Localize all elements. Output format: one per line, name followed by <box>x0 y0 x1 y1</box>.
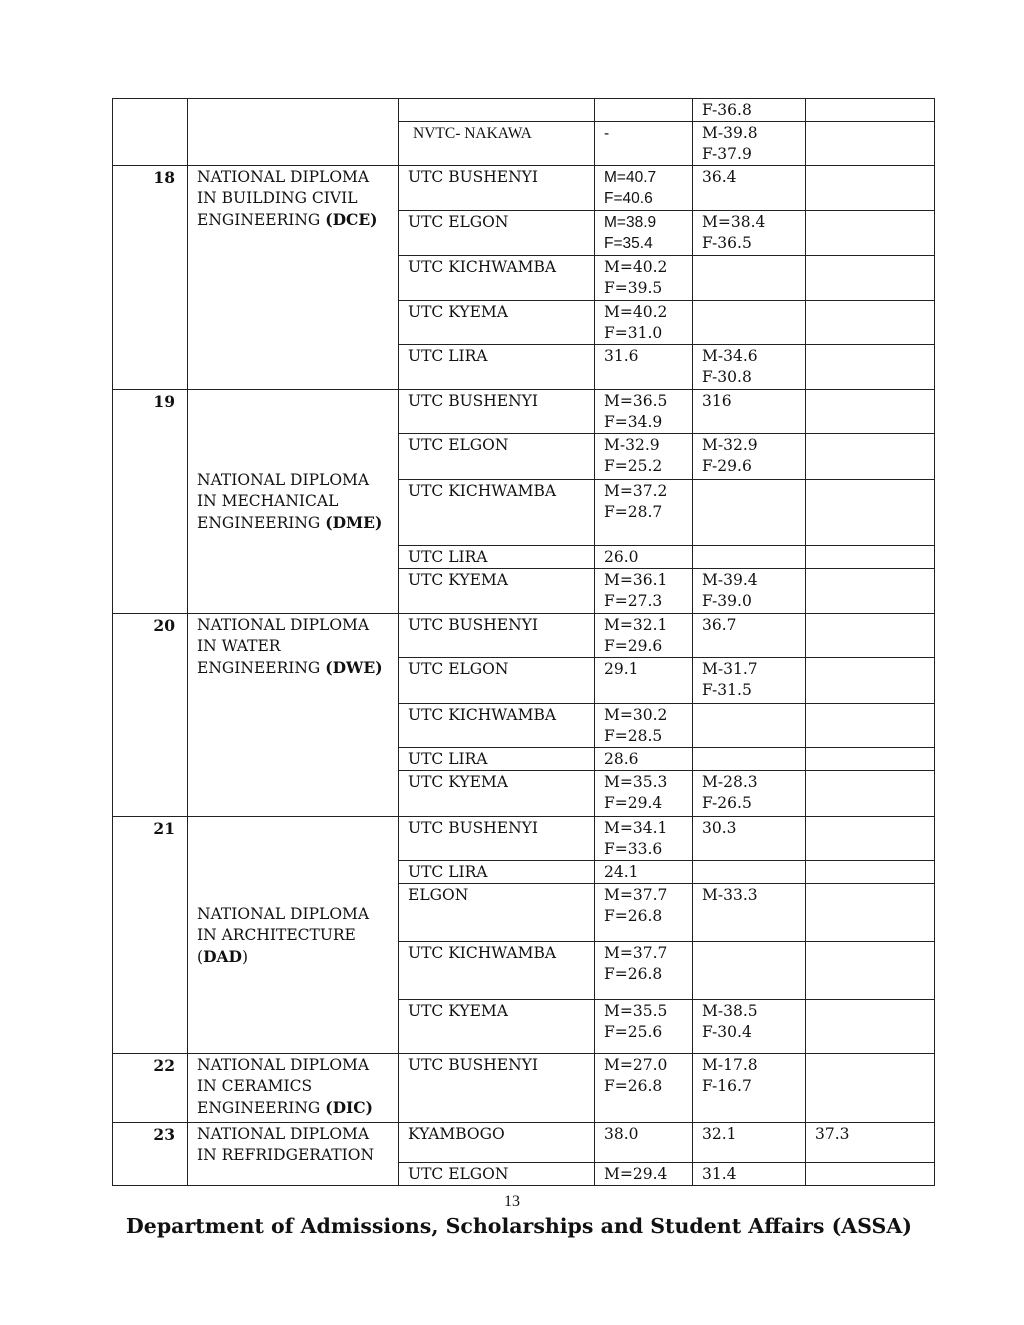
cutoff2-cell: M-28.3 F-26.5 <box>693 771 806 817</box>
cutoff2-cell: M-39.8 F-37.9 <box>693 122 806 166</box>
cutoff-cell: M=35.3 F=29.4 <box>595 771 693 817</box>
program-name: NATIONAL DIPLOMA IN REFRIDGERATION <box>188 1123 399 1186</box>
extra-cell <box>806 817 935 861</box>
cutoff-cell: M-32.9 F=25.2 <box>595 434 693 480</box>
row-number: 20 <box>113 614 188 817</box>
extra-cell <box>806 861 935 884</box>
extra-cell <box>806 166 935 211</box>
center-cell: UTC LIRA <box>399 546 595 569</box>
num-cell <box>113 99 188 166</box>
cutoff2-cell: 36.4 <box>693 166 806 211</box>
cutoff-cell: M=36.5 F=34.9 <box>595 390 693 434</box>
extra-cell <box>806 211 935 256</box>
cutoff-cell: M=40.2 F=39.5 <box>595 256 693 301</box>
extra-cell <box>806 1163 935 1186</box>
page-number: 13 <box>504 1193 520 1210</box>
cutoff2-cell: M-33.3 <box>693 884 806 942</box>
cutoff2-cell <box>693 256 806 301</box>
cutoff-cell: 38.0 <box>595 1123 693 1163</box>
extra-cell <box>806 771 935 817</box>
table-row <box>113 390 935 434</box>
table-row <box>113 614 935 658</box>
cutoff-cell <box>595 99 693 122</box>
extra-cell <box>806 256 935 301</box>
cutoff2-cell: M-39.4 F-39.0 <box>693 569 806 614</box>
program-name: NATIONAL DIPLOMA IN WATER ENGINEERING (DWE) <box>188 614 399 817</box>
extra-cell <box>806 1054 935 1123</box>
center-cell: UTC ELGON <box>399 434 595 480</box>
center-cell: UTC KYEMA <box>399 301 595 345</box>
cutoff-cell: M=35.5 F=25.6 <box>595 1000 693 1054</box>
cutoff2-cell <box>693 480 806 546</box>
row-number: 21 <box>113 817 188 1054</box>
cutoff-cell: M=29.4 <box>595 1163 693 1186</box>
row-number: 22 <box>113 1054 188 1123</box>
cutoff2-cell: 36.7 <box>693 614 806 658</box>
center-cell: UTC KYEMA <box>399 1000 595 1054</box>
extra-cell <box>806 122 935 166</box>
cutoff2-cell: 316 <box>693 390 806 434</box>
extra-cell: 37.3 <box>806 1123 935 1163</box>
row-number: 18 <box>113 166 188 390</box>
center-cell: UTC KYEMA <box>399 771 595 817</box>
cutoff-cell: M=32.1 F=29.6 <box>595 614 693 658</box>
row-number: 19 <box>113 390 188 614</box>
table-row <box>113 1054 935 1123</box>
cutoff2-cell: 31.4 <box>693 1163 806 1186</box>
cutoff2-cell: M=38.4 F-36.5 <box>693 211 806 256</box>
program-name: NATIONAL DIPLOMA IN CERAMICS ENGINEERING (DIC) <box>188 1054 399 1123</box>
cutoff-cell: M=37.2 F=28.7 <box>595 480 693 546</box>
cutoff-table <box>112 98 935 1186</box>
program-cell <box>188 99 399 166</box>
center-cell: UTC KYEMA <box>399 569 595 614</box>
center-cell: KYAMBOGO <box>399 1123 595 1163</box>
extra-cell <box>806 614 935 658</box>
cutoff2-cell: M-32.9 F-29.6 <box>693 434 806 480</box>
center-cell: NVTC- NAKAWA <box>399 122 595 166</box>
extra-cell <box>806 99 935 122</box>
center-cell: UTC LIRA <box>399 748 595 771</box>
cutoff-cell: 31.6 <box>595 345 693 390</box>
center-cell: UTC BUSHENYI <box>399 817 595 861</box>
extra-cell <box>806 480 935 546</box>
center-cell: UTC KICHWAMBA <box>399 942 595 1000</box>
center-cell: UTC ELGON <box>399 1163 595 1186</box>
cutoff2-cell: F-36.8 <box>693 99 806 122</box>
program-name: NATIONAL DIPLOMA IN MECHANICAL ENGINEERING (DME) <box>188 390 399 614</box>
cutoff-cell: M=36.1 F=27.3 <box>595 569 693 614</box>
cutoff2-cell: 30.3 <box>693 817 806 861</box>
cutoff-cell: M=38.9 F=35.4 <box>595 211 693 256</box>
cutoff-cell: 29.1 <box>595 658 693 704</box>
center-cell: UTC KICHWAMBA <box>399 480 595 546</box>
cutoff-cell: M=40.2 F=31.0 <box>595 301 693 345</box>
center-cell: UTC ELGON <box>399 211 595 256</box>
program-name: NATIONAL DIPLOMA IN BUILDING CIVIL ENGINEERING (DCE) <box>188 166 399 390</box>
cutoff2-cell <box>693 942 806 1000</box>
extra-cell <box>806 546 935 569</box>
cutoff-cell: M=27.0 F=26.8 <box>595 1054 693 1123</box>
cutoff2-cell: 32.1 <box>693 1123 806 1163</box>
table-row <box>113 1123 935 1163</box>
center-cell: ELGON <box>399 884 595 942</box>
extra-cell <box>806 748 935 771</box>
extra-cell <box>806 569 935 614</box>
center-cell: UTC BUSHENYI <box>399 390 595 434</box>
extra-cell <box>806 301 935 345</box>
cutoff2-cell: M-31.7 F-31.5 <box>693 658 806 704</box>
cutoff2-cell: M-38.5 F-30.4 <box>693 1000 806 1054</box>
cutoff2-cell: M-34.6 F-30.8 <box>693 345 806 390</box>
cutoff-cell: M=34.1 F=33.6 <box>595 817 693 861</box>
cutoff2-cell <box>693 704 806 748</box>
center-cell: UTC LIRA <box>399 345 595 390</box>
table-row <box>113 166 935 211</box>
extra-cell <box>806 434 935 480</box>
center-cell: UTC BUSHENYI <box>399 1054 595 1123</box>
center-cell <box>399 99 595 122</box>
cutoff-cell: M=30.2 F=28.5 <box>595 704 693 748</box>
cutoff-cell: M=37.7 F=26.8 <box>595 884 693 942</box>
extra-cell <box>806 1000 935 1054</box>
extra-cell <box>806 942 935 1000</box>
cutoff-cell: M=40.7 F=40.6 <box>595 166 693 211</box>
cutoff2-cell <box>693 748 806 771</box>
center-cell: UTC LIRA <box>399 861 595 884</box>
cutoff2-cell <box>693 861 806 884</box>
table-row <box>113 99 935 122</box>
extra-cell <box>806 884 935 942</box>
cutoff-cell: 24.1 <box>595 861 693 884</box>
program-name: NATIONAL DIPLOMA IN ARCHITECTURE (DAD) <box>188 817 399 1054</box>
cutoff-cell: - <box>595 122 693 166</box>
cutoff-cell: M=37.7 F=26.8 <box>595 942 693 1000</box>
extra-cell <box>806 704 935 748</box>
cutoff2-cell: M-17.8 F-16.7 <box>693 1054 806 1123</box>
center-cell: UTC BUSHENYI <box>399 166 595 211</box>
row-number: 23 <box>113 1123 188 1186</box>
cutoff2-cell <box>693 546 806 569</box>
extra-cell <box>806 345 935 390</box>
extra-cell <box>806 658 935 704</box>
cutoff-cell: 26.0 <box>595 546 693 569</box>
center-cell: UTC BUSHENYI <box>399 614 595 658</box>
center-cell: UTC KICHWAMBA <box>399 256 595 301</box>
center-cell: UTC KICHWAMBA <box>399 704 595 748</box>
cutoff2-cell <box>693 301 806 345</box>
cutoff-cell: 28.6 <box>595 748 693 771</box>
table-row <box>113 817 935 861</box>
extra-cell <box>806 390 935 434</box>
footer-title: Department of Admissions, Scholarships and Student Affairs (ASSA) <box>126 1214 912 1238</box>
center-cell: UTC ELGON <box>399 658 595 704</box>
